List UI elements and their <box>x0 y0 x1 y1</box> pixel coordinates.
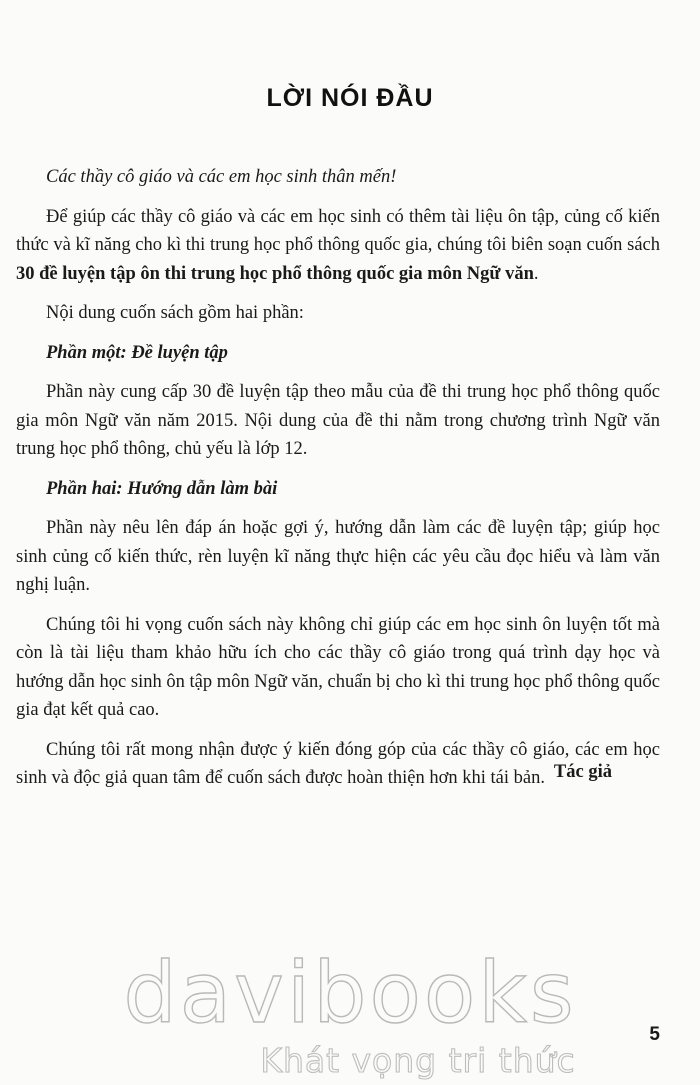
greeting: Các thầy cô giáo và các em học sinh thân mến! <box>46 167 397 187</box>
book-title: 30 đề luyện tập ôn thi trung học phổ thông quốc gia môn Ngữ văn <box>16 263 534 284</box>
watermark-brand: davibooks <box>123 944 577 1042</box>
intro-text: Để giúp các thầy cô giáo và các em học sinh có thêm tài liệu ôn tập, củng cố kiến thức và kĩ năng cho kì thi trung học phổ thông quốc gia, chúng tôi biên soạn cuốn sách <box>16 206 660 255</box>
page-number: 5 <box>649 1024 660 1045</box>
intro-end: . <box>533 263 539 284</box>
content-intro: Nội dung cuốn sách gồm hai phần: <box>46 303 304 323</box>
part2-heading: Phần hai: Hướng dẫn làm bài <box>46 478 278 499</box>
author-signature: Tác giả <box>553 762 612 782</box>
page-title: LỜI NÓI ĐẦU <box>266 84 434 112</box>
hope-paragraph: Chúng tôi hi vọng cuốn sách này không chỉ giúp các em học sinh ôn luyện tốt mà còn là tài liệu tham khảo hữu ích cho các thầy cô giáo trong quá trình dạy học và hướng dẫn học sinh ôn tập môn Ngữ văn, chuẩn bị cho kì thi trung học phổ thông quốc gia đạt kết quả cao. <box>16 614 660 720</box>
part1-heading: Phần một: Đề luyện tập <box>46 342 228 363</box>
intro-paragraph <box>16 203 660 289</box>
feedback-paragraph: Chúng tôi rất mong nhận được ý kiến đóng góp của các thầy cô giáo, các em học sinh và độc giả quan tâm để cuốn sách được hoàn thiện hơn khi tái bản. <box>16 739 660 788</box>
part1-text: Phần này cung cấp 30 đề luyện tập theo mẫu của đề thi trung học phổ thông quốc gia môn Ngữ văn năm 2015. Nội dung của đề thi nằm trong chương trình Ngữ văn trung học phổ thông, chủ yếu là lớp 12. <box>16 382 660 459</box>
part2-text: Phần này nêu lên đáp án hoặc gợi ý, hướng dẫn làm các đề luyện tập; giúp học sinh củng cố kiến thức, rèn luyện kĩ năng thực hiện các yêu cầu đọc hiểu và làm văn nghị luận. <box>16 518 660 595</box>
watermark-slogan: Khát vọng tri thức <box>260 1041 576 1080</box>
preface-body <box>16 163 660 804</box>
